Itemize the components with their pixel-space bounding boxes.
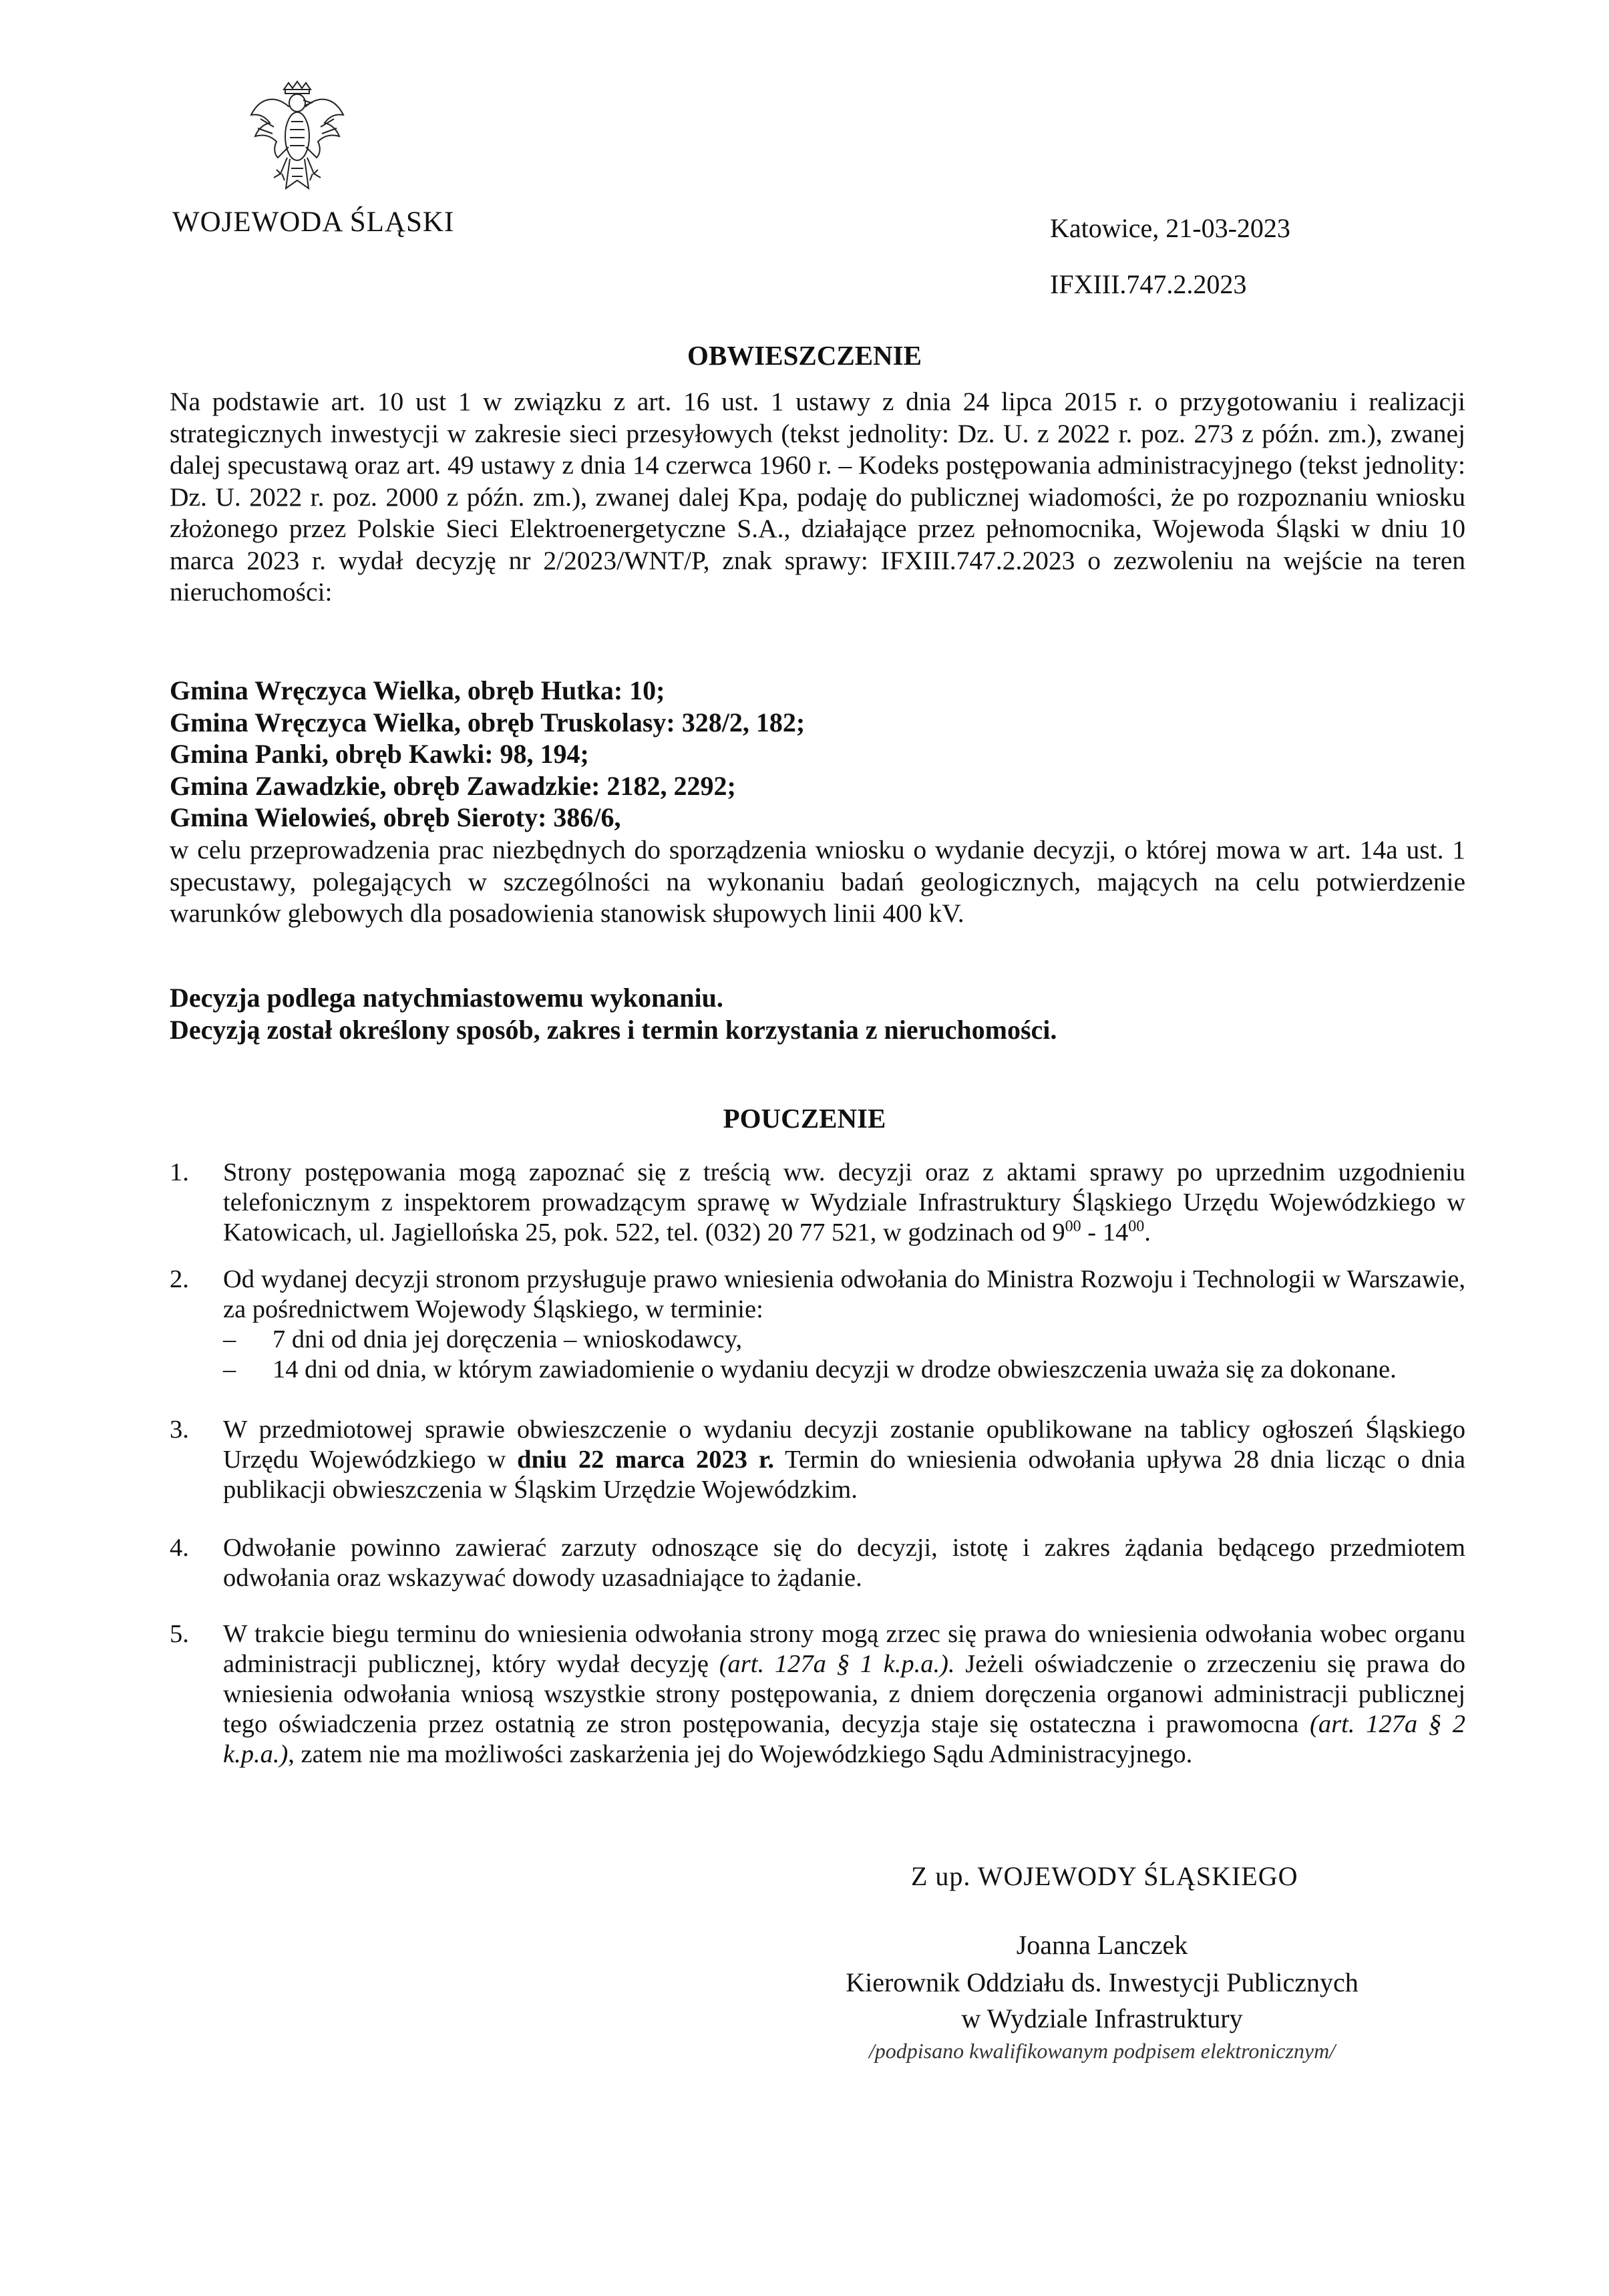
intro-paragraph: Na podstawie art. 10 ust 1 w związku z art. 16 ust. 1 ustawy z dnia 24 lipca 2015 r. o przygotowaniu i realizacji strategicznych inwestycji w zakresie sieci przesyłowych (tekst jednolity: Dz. U. z 2022 r. poz. 273 z późn. zm.), zwanej dalej specustawą oraz art. 49 ustawy z dnia 14 czerwca 1960 r. – Kodeks postępowania administracyjnego (tekst jednolity: Dz. U. 2022 r. poz. 2000 z późn. zm.), zwanej dalej Kpa, podaję do publicznej wiadomości, że po rozpoznaniu wniosku złożonego przez Polskie Sieci Elektroenergetyczne S.A., działające przez pełnomocnika, Wojewoda Śląski w dniu 10 marca 2023 r. wydał decyzję nr 2/2023/WNT/P, znak sprawy: IFXIII.747.2.2023 o zezwoleniu na wejście na teren nieruchomości:	[170, 387, 1465, 607]
item-number: 1.	[170, 1158, 189, 1186]
signatory-department: w Wydziale Infrastruktury	[961, 2003, 1243, 2033]
item-number: 4.	[170, 1534, 189, 1562]
case-number: IFXIII.747.2.2023	[1050, 269, 1247, 299]
parcel-item: Gmina Wielowieś, obręb Sieroty: 386/6,	[170, 802, 621, 832]
item-number: 5.	[170, 1620, 189, 1648]
parcel-item: Gmina Wręczyca Wielka, obręb Truskolasy: 328/2, 182;	[170, 707, 806, 737]
signature-on-behalf: Z up. WOJEWODY ŚLĄSKIEGO	[911, 1861, 1298, 1891]
item-text: W trakcie biegu terminu do wniesienia odwołania strony mogą zrzec się prawa do wniesienia odwołania wobec organu administracji publicznej, który wydał decyzję (art. 127a § 1 k.p.a.). Jeżeli oświadczenie o zrzeczeniu się prawa do wniesienia odwołania wniosą wszystkie strony postępowania, z dniem doręczenia organowi administracji publicznej tego oświadczenia przez ostatnią ze stron postępowania, decyzja staje się ostateczna i prawomocna (art. 127a § 2 k.p.a.), zatem nie ma możliwości zaskarżenia jej do Wojewódzkiego Sądu Administracyjnego.	[223, 1620, 1466, 1768]
decision-line: Decyzją został określony sposób, zakres i termin korzystania z nieruchomości.	[170, 1015, 1057, 1045]
parcel-item: Gmina Panki, obręb Kawki: 98, 194;	[170, 739, 589, 769]
instruction-item-3	[170, 1415, 1465, 1505]
parcel-list	[170, 675, 805, 834]
document-title: OBWIESZCZENIE	[687, 340, 922, 371]
purpose-paragraph: w celu przeprowadzenia prac niezbędnych do sporządzenia wniosku o wydanie decyzji, o której mowa w art. 14a ust. 1 specustawy, polegających w szczególności na wykonaniu badań geologicznych, mających na celu potwierdzenie warunków glebowych dla posadowienia stanowisk słupowych linii 400 kV.	[170, 835, 1465, 928]
polish-eagle-emblem-icon	[247, 80, 347, 194]
item-number: 3.	[170, 1416, 189, 1444]
place-and-date: Katowice, 21-03-2023	[1050, 213, 1290, 243]
decision-statements	[170, 982, 1057, 1046]
deadline-bullet: – 7 dni od dnia jej doręczenia – wnioskodawcy,	[223, 1325, 743, 1353]
signatory-name: Joanna Lanczek	[1016, 1930, 1188, 1960]
instruction-item-2	[170, 1265, 1465, 1385]
item-text: Strony postępowania mogą zapoznać się z treścią ww. decyzji oraz z aktami sprawy po uprzednim uzgodnieniu telefonicznym z inspektorem prowadzącym sprawę w Wydziale Infrastruktury Śląskiego Urzędu Wojewódzkiego w Katowicach, ul. Jagiellońska 25, pok. 522, tel. (032) 20 77 521, w godzinach od $9^{00} - 14^{00}$.	[223, 1158, 1465, 1247]
deadline-bullet: – 14 dni od dnia, w którym zawiadomienie o wydaniu decyzji w drodze obwieszczenia uważa się za dokonane.	[223, 1355, 1397, 1383]
electronic-signature-note: /podpisano kwalifikowanym podpisem elektronicznym/	[868, 2039, 1336, 2063]
item-text: Od wydanej decyzji stronom przysługuje prawo wniesienia odwołania do Ministra Rozwoju i Technologii w Warszawie, za pośrednictwem Wojewody Śląskiego, w terminie:	[223, 1265, 1465, 1323]
instructions-title: POUCZENIE	[723, 1103, 886, 1134]
parcel-item: Gmina Zawadzkie, obręb Zawadzkie: 2182, 2292;	[170, 770, 736, 801]
instruction-item-5	[170, 1619, 1465, 1770]
parcel-item: Gmina Wręczyca Wielka, obręb Hutka: 10;	[170, 675, 665, 705]
item-text: W przedmiotowej sprawie obwieszczenie o wydaniu decyzji zostanie opublikowane na tablicy ogłoszeń Śląskiego Urzędu Wojewódzkiego w dniu 22 marca 2023 r. Termin do wniesienia odwołania upływa 28 dnia licząc o dnia publikacji obwieszczenia w Śląskim Urzędzie Wojewódzkim.	[223, 1416, 1465, 1504]
instruction-item-1	[170, 1158, 1465, 1248]
instruction-item-4	[170, 1533, 1465, 1593]
signatory-role: Kierownik Oddziału ds. Inwestycji Publicznych	[846, 1967, 1359, 1997]
item-number: 2.	[170, 1265, 189, 1293]
decision-line: Decyzja podlega natychmiastowemu wykonaniu.	[170, 983, 723, 1013]
issuing-authority: WOJEWODA ŚLĄSKI	[172, 206, 455, 238]
item-text: Odwołanie powinno zawierać zarzuty odnoszące się do decyzji, istotę i zakres żądania będącego przedmiotem odwołania oraz wskazywać dowody uzasadniające to żądanie.	[223, 1534, 1465, 1592]
